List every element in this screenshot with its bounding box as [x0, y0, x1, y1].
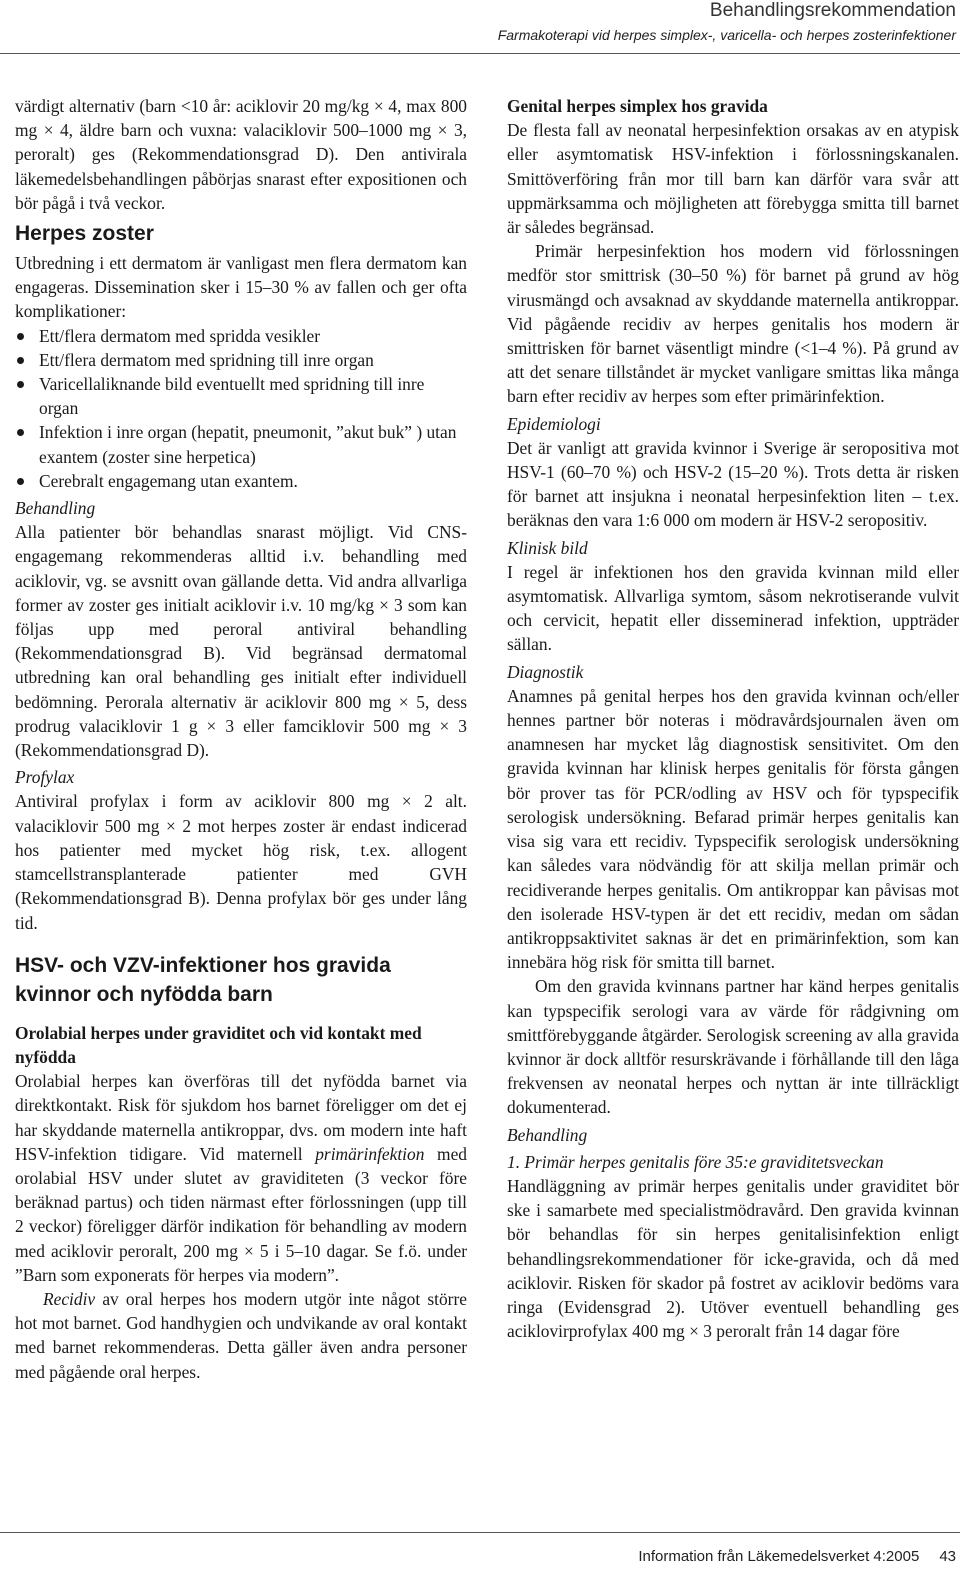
epidemiologi-subheading: Epidemiologi [507, 413, 601, 434]
page-number: 43 [939, 1548, 956, 1565]
recidiv-paragraph: Recidiv av oral herpes hos modern utgör inte något större hot mot barnet. God handhygien och undvikande av oral kontakt med barnet rekommenderas. Detta gäller även andra personer med pågående oral herpes. [15, 1288, 467, 1382]
section-heading: HSV- och VZV-infektioner hos gravida kvinnor och nyfödda barn [15, 953, 391, 1006]
list-item: Ett/flera dermatom med spridda vesikler [15, 324, 467, 348]
list-item: Cerebralt engagemang utan exantem. [15, 469, 467, 493]
bullet-icon [17, 357, 24, 364]
left-column [15, 94, 467, 1384]
footer-source: Information från Läkemedelsverket 4:2005 [638, 1548, 920, 1565]
orolabial-paragraph: Orolabial herpes kan överföras till det nyfödda barnet via direktkontakt. Risk för sjukdom hos barnet föreligger om det ej har skyddande maternella antikroppar, dvs. om modern inte haft HSV-infektion tidigare. Vid maternell primärinfektion med orolabial HSV under slutet av graviditeten (3 veckor före beräknad partus) och tiden närmast efter förlossningen (upp till 2 veckor) föreligger därför indikation för behandling av modern med aciklovir peroralt, 200 mg × 5 i 5–10 dagar. Se f.ö. under ”Barn som exponerats för herpes via modern”. [15, 1071, 467, 1285]
diagnostik-paragraph-1: Anamnes på genital herpes hos den gravida kvinnan och/eller hennes partner bör noteras i mödravårdsjournalen även om anamnesen har mycket låg diagnostisk sensitivitet. Om den gravida kvinnan har klinisk herpes genitalis för första gången bör prover tas för PCR/odling av HSV och för typspecifik serologisk undersökning. Befarad primär herpes genitalis kan visa sig vara ett recidiv. Typspecifik serologisk undersökning kan således vara nödvändig för att skilja mellan primär och recidiverande herpes genitalis. Om antikroppar kan påvisas mot den isolerade HSV-typen är det ett recidiv, medan om sådan antikroppsaktivitet saknas är det en primärinfektion, som kan innebära hög risk för smitta till barnet. [507, 685, 959, 973]
zoster-paragraph: Utbredning i ett dermatom är vanligast men flera dermatom kan engageras. Dissemination sker i 15–30 % av fallen och ger ofta komplikationer: [15, 253, 467, 322]
orolabial-heading: Orolabial herpes under graviditet och vid kontakt med nyfödda [15, 1022, 422, 1067]
diagnostik-subheading: Diagnostik [507, 661, 584, 682]
list-item: Ett/flera dermatom med spridning till inre organ [15, 348, 467, 372]
klinisk-bild-subheading: Klinisk bild [507, 537, 588, 558]
right-column [507, 94, 959, 1343]
header-divider [0, 53, 960, 54]
herpes-zoster-heading: Herpes zoster [15, 222, 154, 246]
genital-paragraph-2: Primär herpesinfektion hos modern vid förlossningen medför stor smittrisk (30–50 %) för barnet på grund av hög virusmängd och avsaknad av skyddande maternella antikroppar. Vid pågående recidiv av herpes genitalis hos modern är smittrisken för barnet väsentligt mindre (<1–4 %). På grund av att det senare tillståndet är mycket vanligare smittas lika många barn efter recidiv av herpes som efter primärinfektion. [507, 241, 959, 407]
genital-paragraph-1: De flesta fall av neonatal herpesinfektion orsakas av en atypisk eller asymtomatisk HSV-infektion i förlossningskanalen. Smittöverföring från mor till barn kan därför vara svår att uppmärksamma och möjligheten att förebygga smitta till barnet är således begränsad. [507, 120, 959, 238]
intro-paragraph: värdigt alternativ (barn <10 år: aciklovir 20 mg/kg × 4, max 800 mg × 4, äldre barn och vuxna: valaciklovir 500–1000 mg × 3, peroralt) ges (Rekommendationsgrad D). Den antivirala läkemedelsbehandlingen påbörjas snarast efter expositionen och bör pågå i två veckor. [15, 96, 467, 213]
klinisk-bild-paragraph: I regel är infektionen hos den gravida kvinnan mild eller asymtomatisk. Allvarliga symtom, såsom nekrotiserande vulvit och cervicit, hepatit eller disseminerad infektion, uppträder sällan. [507, 561, 959, 655]
footer-divider [0, 1532, 960, 1533]
list-item: Infektion i inre organ (hepatit, pneumonit, ”akut buk” ) utan exantem (zoster sine herpetica) [15, 420, 467, 468]
bullet-icon [17, 333, 24, 340]
profylax-subheading: Profylax [15, 767, 75, 788]
behandling-paragraph: Alla patienter bör behandlas snarast möjligt. Vid CNS-engagemang rekommenderas alltid i.v. behandling med aciklovir, vg. se avsnitt ovan gällande detta. Vid andra allvarliga former av zoster ges initialt aciklovir i.v. 10 mg/kg × 3 som kan följas upp med peroral antiviral behandling (Rekommendationsgrad B). Vid begränsad dermatomal utbredning kan oral behandling ges initialt efter individuell bedömning. Perorala alternativ är aciklovir 800 mg × 5, dess prodrug valaciklovir 1 g × 3 eller famciklovir 500 mg × 3 (Rekommendationsgrad D). [15, 522, 467, 761]
profylax-paragraph: Antiviral profylax i form av aciklovir 800 mg × 2 alt. valaciklovir 500 mg × 2 mot herpes zoster är endast indicerad hos patienter med mycket hög risk, t.ex. allogent stamcellstransplanterade patienter med GVH (Rekommendationsgrad B). Denna profylax bör ges under lång tid. [15, 791, 467, 933]
header-subtitle: Farmakoterapi vid herpes simplex-, varicella- och herpes zosterinfektioner [497, 27, 956, 43]
complication-list [15, 324, 467, 493]
bullet-icon [17, 381, 24, 388]
header-title: Behandlingsrekommendation [709, 0, 956, 21]
behandling-subheading: Behandling [507, 1124, 588, 1145]
genital-heading: Genital herpes simplex hos gravida [507, 96, 768, 116]
page-footer [638, 1548, 956, 1565]
bullet-icon [17, 478, 24, 485]
behandling-subheading: Behandling [15, 498, 96, 519]
list-item: Varicellaliknande bild eventuellt med spridning till inre organ [15, 372, 467, 420]
epidemiologi-paragraph: Det är vanligt att gravida kvinnor i Sverige är seropositiva mot HSV-1 (60–70 %) och HSV-2 (15–20 %). Trots detta är risken för barnet att insjukna i neonatal herpesinfektion liten – t.ex. beräknas den vara 1:6 000 om modern är HSV-2 seropositiv. [507, 437, 959, 531]
diagnostik-paragraph-2: Om den gravida kvinnans partner har känd herpes genitalis kan typspecifik serologi vara av värde för rådgivning om smittförebyggande åtgärder. Serologisk screening av alla gravida kvinnor är dock alltför resurskrävande i förhållande till den låga frekvensen av neonatal herpes och nyttan är inte tillräckligt dokumenterad. [507, 976, 959, 1118]
primar-herpes-paragraph: Handläggning av primär herpes genitalis under graviditet bör ske i samarbete med specialistmödravård. Den gravida kvinnan bör behandlas för sin herpes genitalisinfektion enligt behandlingsrekommendationer för icke-gravida, och då med aciklovir. Risken för skador på fostret av aciklovir bedöms vara ringa (Evidensgrad 2). Utöver eventuell behandling ges aciklovirprofylax 400 mg × 3 peroralt från 14 dagar före [507, 1175, 959, 1342]
page-header [0, 0, 960, 52]
bullet-icon [17, 429, 24, 436]
primar-herpes-subheading: 1. Primär herpes genitalis före 35:e graviditetsveckan [507, 1151, 884, 1172]
